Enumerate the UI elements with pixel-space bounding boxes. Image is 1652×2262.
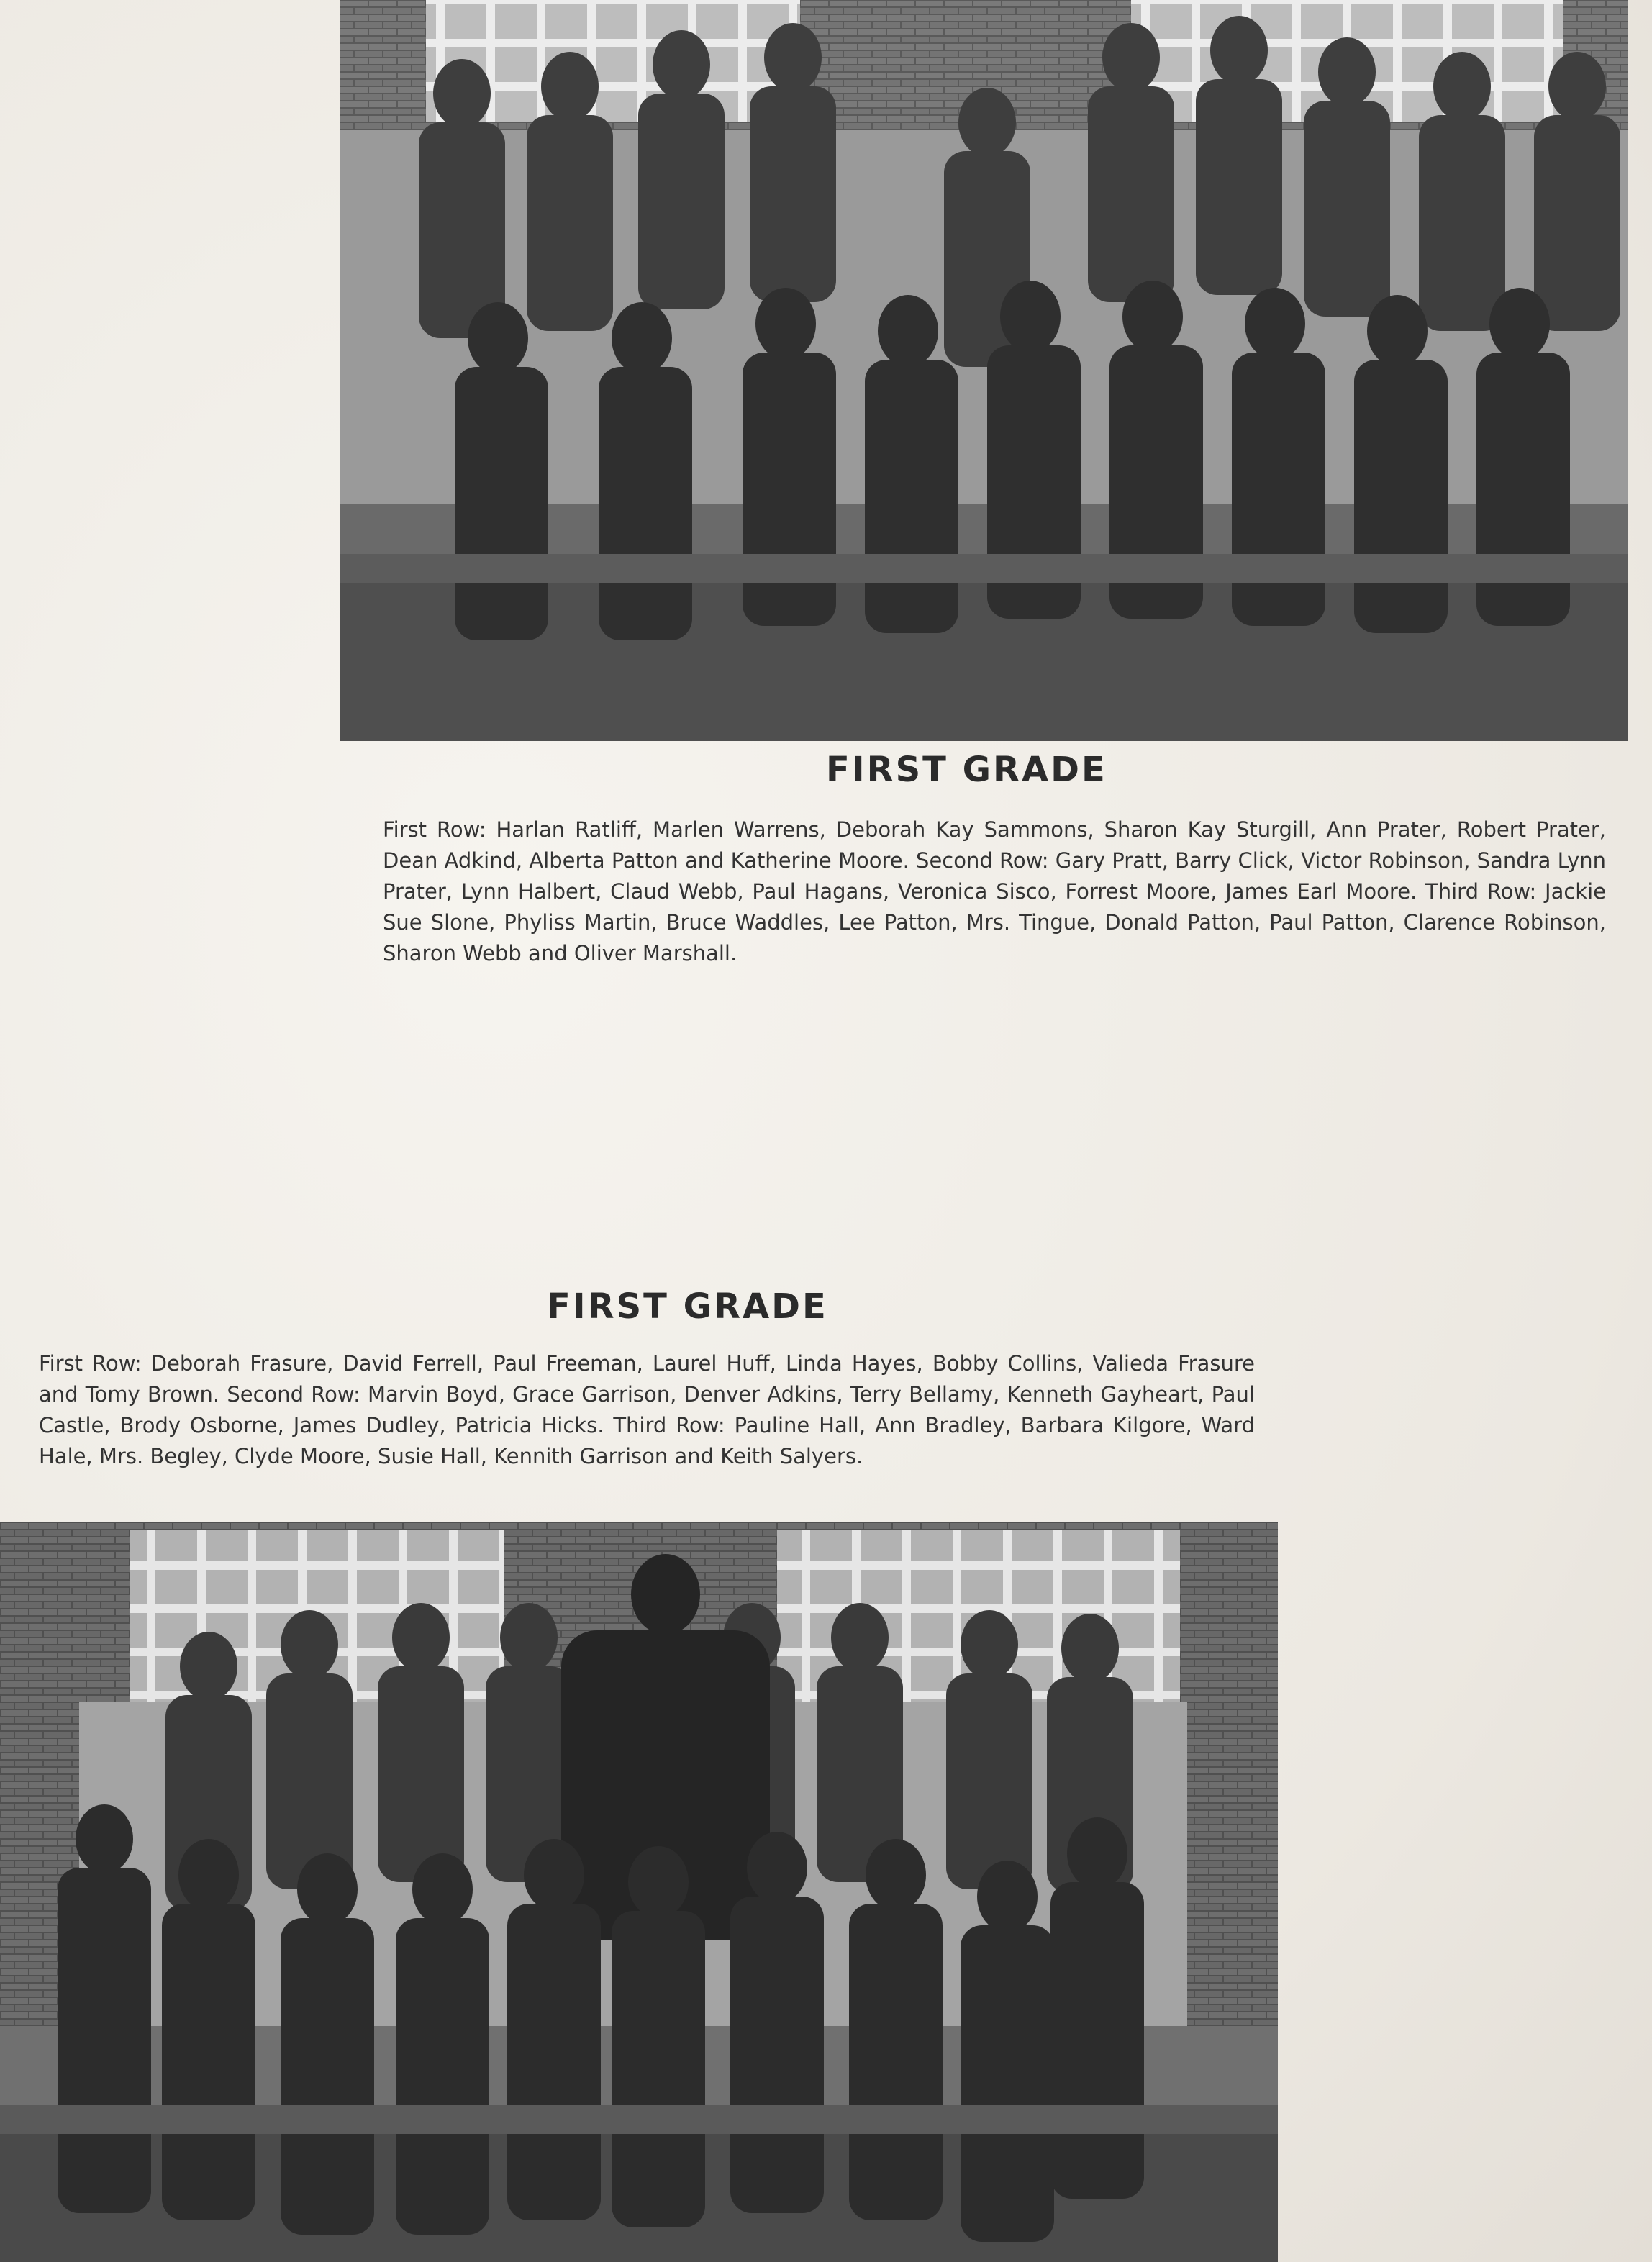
class-photo-bottom-image <box>0 1522 1278 2262</box>
class-photo-bottom <box>0 1522 1278 2262</box>
section-heading-bottom: FIRST GRADE <box>547 1286 828 1327</box>
class-photo-top-image <box>340 0 1628 741</box>
caption-top: First Row: Harlan Ratliff, Marlen Warrens, Deborah Kay Sammons, Sharon Kay Sturgill, Ann Prater, Robert Prater, Dean Adkind, Alberta Patton and Katherine Moore. Second Row: Gary Pratt, Barry Click, Victor Robinson, Sandra Lynn Prater, Lynn Halbert, Claud Webb, Paul Hagans, Veronica Sisco, Forrest Moore, James Earl Moore. Third Row: Jackie Sue Slone, Phyliss Martin, Bruce Waddles, Lee Patton, Mrs. Tingue, Donald Patton, Paul Patton, Clarence Robinson, Sharon Webb and Oliver Marshall. <box>383 817 1606 966</box>
caption-bottom: First Row: Deborah Frasure, David Ferrell, Paul Freeman, Laurel Huff, Linda Hayes, Bobby Collins, Valieda Frasure and Tomy Brown. Second Row: Marvin Boyd, Grace Garrison, Denver Adkins, Terry Bellamy, Kenneth Gayheart, Paul Castle, Brody Osborne, James Dudley, Patricia Hicks. Third Row: Pauline Hall, Ann Bradley, Barbara Kilgore, Ward Hale, Mrs. Begley, Clyde Moore, Susie Hall, Kennith Garrison and Keith Salyers. <box>39 1351 1255 1468</box>
class-photo-top <box>340 0 1628 741</box>
section-heading-top: FIRST GRADE <box>826 750 1107 790</box>
